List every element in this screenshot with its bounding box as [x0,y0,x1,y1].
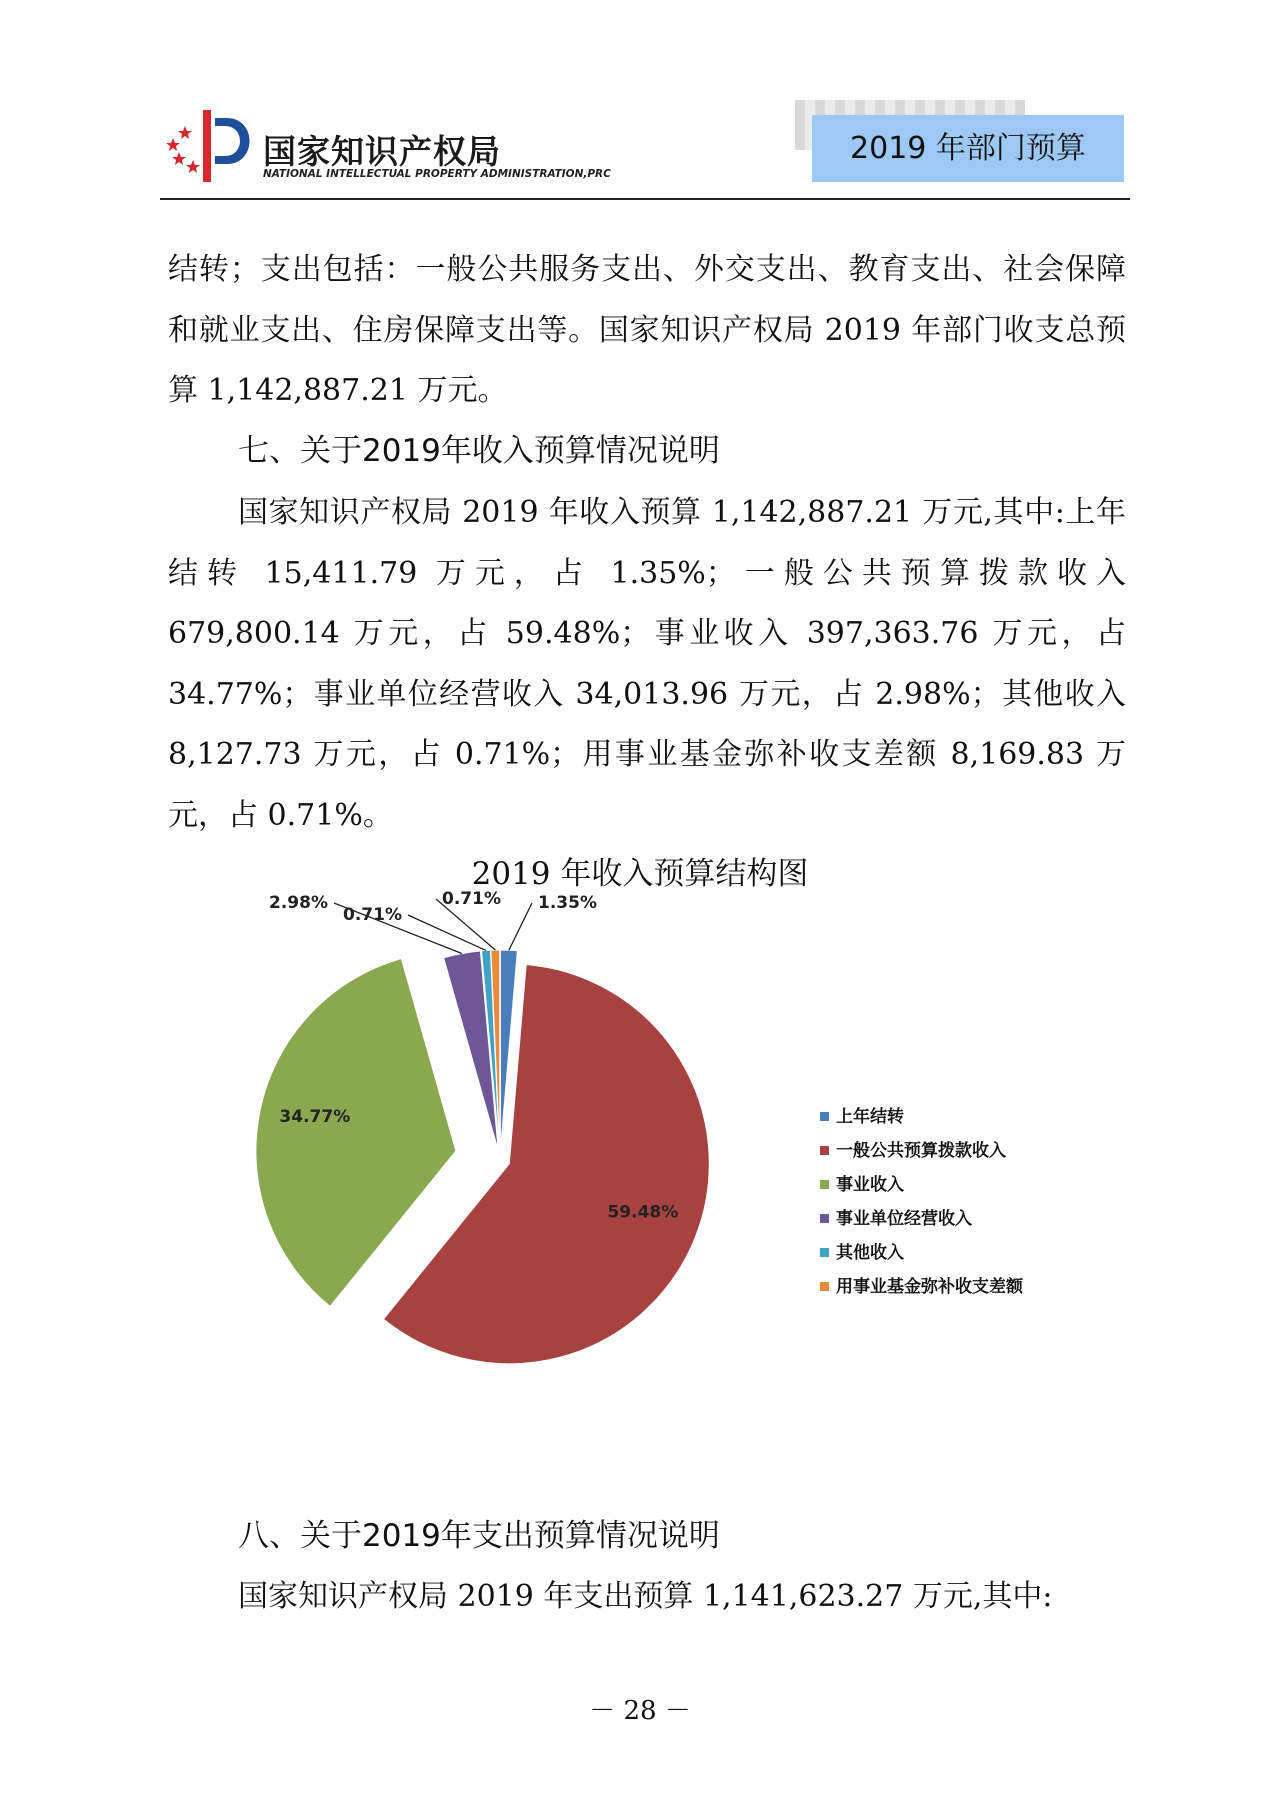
paragraph-expense: 国家知识产权局 2019 年支出预算 1,141,623.27 万元,其中: [238,1579,1053,1614]
legend-label-general-budget: 一般公共预算拨款收入 [836,1141,1006,1161]
chart-title: 2019 年收入预算结构图 [471,856,809,892]
legend-label-business: 事业收入 [836,1175,904,1195]
income-pie-chart [250,889,1070,1440]
doc-badge: 2019 年部门预算 [812,115,1124,182]
org-logo [165,108,725,186]
legend-label-operating: 事业单位经营收入 [836,1209,972,1229]
legend-swatch-carryover [820,1112,829,1121]
header-divider [160,198,1130,200]
data-label-business: 34.77% [279,1107,351,1128]
section-heading-8: 八、关于2019年支出预算情况说明 [238,1518,720,1554]
legend-swatch-fund-offset [820,1282,829,1291]
legend-swatch-business [820,1180,829,1189]
legend-label-carryover: 上年结转 [836,1107,904,1127]
leader-line [509,903,532,950]
legend-label-fund-offset: 用事业基金弥补收支差额 [836,1277,1023,1297]
data-label-other: 0.71% [343,905,402,925]
legend-swatch-other [820,1248,829,1257]
page-number: － 28 － [589,1696,691,1726]
paragraph-intro: 结转；支出包括：一般公共服务支出、外交支出、教育支出、社会保障和就业支出、住房保障支出等。国家知识产权局 2019 年部门收支总预算 1,142,887.21 万元。 [168,252,1126,408]
ipr-logo-icon [165,108,257,186]
legend-swatch-general-budget [820,1146,829,1155]
section-heading-7: 七、关于2019年收入预算情况说明 [238,433,720,469]
legend-label-other: 其他收入 [836,1243,904,1263]
org-name-en: NATIONAL INTELLECTUAL PROPERTY ADMINISTRATION,PRC [263,168,611,180]
org-name-cn: 国家知识产权局 [263,132,501,171]
legend-swatch-operating [820,1214,829,1223]
paragraph-income: 国家知识产权局 2019 年收入预算 1,142,887.21 万元,其中:上年结转 15,411.79 万元，占 1.35%；一般公共预算拨款收入679,800.14 万元，占 59.48%；事业收入 397,363.76 万元，占34.77%；事业单位经营收入 34,013.96 万元，占 2.98%；其他收入 8,127.73 万元，占 0.71%；用事业基金弥补收支差额 8,169.83 万元，占 0.71%。 [168,495,1126,833]
data-label-fund-offset: 0.71% [442,889,501,909]
data-label-carryover: 1.35% [538,893,597,913]
data-label-operating: 2.98% [269,893,328,913]
pie-slice-business [256,959,456,1307]
data-label-general-budget: 59.48% [607,1202,679,1223]
